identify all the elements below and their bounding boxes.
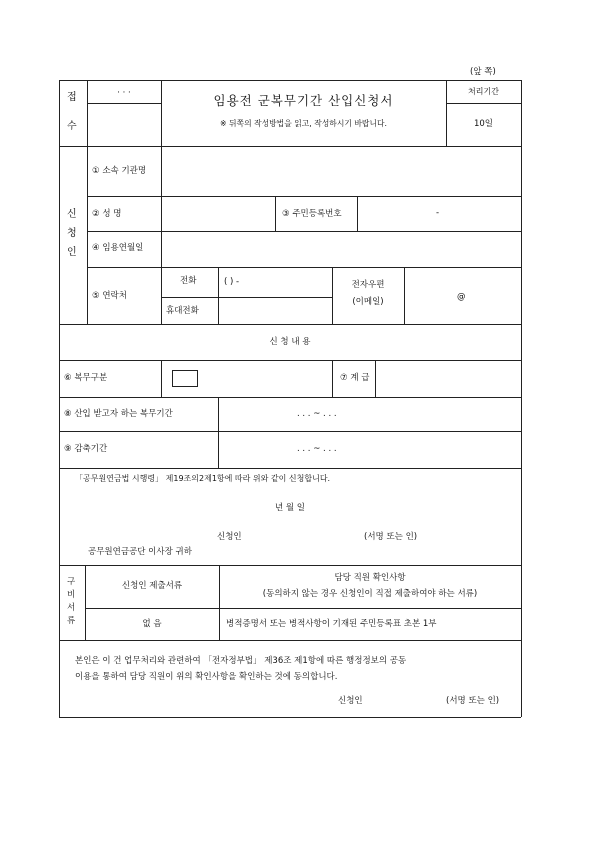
consent-applicant-field[interactable] — [372, 691, 442, 707]
declaration-applicant-label: 신청인 — [217, 532, 242, 542]
mobile-field[interactable] — [219, 298, 331, 323]
appointment-date-label: ④ 임용연월일 — [92, 243, 144, 253]
rrn-field[interactable] — [358, 197, 520, 230]
rrn-dash: - — [436, 208, 440, 218]
confirm-header-note: (동의하지 않는 경우 신청인이 직접 제출하여야 하는 서류) — [262, 589, 478, 599]
reduced-period-value: . . . ~ . . . — [297, 444, 337, 454]
declaration-text: 「공무원연금법 시행령」 제19조의2제1항에 따라 위와 같이 신청합니다. — [75, 474, 331, 483]
submit-docs-value: 없 음 — [142, 619, 162, 629]
receipt-date: · · · — [117, 88, 131, 98]
service-period-value: . . . ~ . . . — [297, 409, 337, 419]
form-title: 임용전 군복무기간 산입신청서 — [213, 93, 394, 108]
consent-line-1: 본인은 이 건 업무처리와 관련하여 「전자정부법」 제36조 제1항에 따른 행정정보의 공동 — [75, 656, 407, 666]
rrn-label: ③ 주민등록번호 — [282, 209, 342, 219]
email-label-sub: (이메일) — [352, 297, 384, 307]
service-period-label: ⑧ 산입 받고자 하는 복무기간 — [64, 409, 173, 419]
form-subtitle: ※ 뒤쪽의 작성방법을 읽고, 작성하시기 바랍니다. — [220, 119, 387, 128]
page-side-note: (앞 쪽) — [470, 67, 496, 77]
phone-label: 전화 — [180, 276, 197, 286]
service-type-label: ⑥ 복무구분 — [64, 373, 108, 383]
declaration-applicant-field[interactable] — [252, 526, 357, 544]
request-section-title: 신 청 내 용 — [269, 337, 311, 347]
declaration-sign-label: (서명 또는 인) — [364, 532, 418, 542]
processing-period-label: 처리기간 — [468, 87, 499, 96]
consent-sign-label: (서명 또는 인) — [446, 696, 500, 706]
reduced-period-field[interactable] — [219, 432, 520, 467]
processing-period-value: 10일 — [473, 119, 494, 129]
rank-label: ⑦ 계 급 — [340, 373, 370, 383]
service-period-field[interactable] — [219, 398, 520, 430]
name-label: ② 성 명 — [92, 209, 122, 219]
phone-value: ( ) - — [224, 277, 240, 287]
confirm-header: 담당 직원 확인사항 — [334, 573, 406, 583]
service-type-input[interactable] — [172, 370, 198, 387]
contact-label: ⑤ 연락처 — [92, 291, 127, 301]
submit-docs-header: 신청인 제출서류 — [121, 581, 183, 591]
consent-line-2: 이용을 통하여 담당 직원이 위의 확인사항을 확인하는 것에 동의합니다. — [75, 672, 338, 682]
reduced-period-label: ⑨ 감축기간 — [64, 444, 108, 454]
email-label: 전자우편 — [351, 280, 385, 290]
email-at-sign: @ — [457, 292, 466, 302]
agency-label: ① 소속 기관명 — [92, 166, 147, 176]
email-field[interactable] — [405, 268, 520, 323]
appointment-date-field[interactable] — [162, 232, 520, 266]
consent-applicant-label: 신청인 — [338, 696, 363, 706]
rank-field[interactable] — [376, 361, 520, 396]
confirm-value: 병적증명서 또는 병적사항이 기재된 주민등록표 초본 1부 — [226, 619, 437, 629]
declaration-date: 년 월 일 — [274, 503, 306, 513]
addressee: 공무원연금공단 이사장 귀하 — [88, 547, 192, 557]
agency-field[interactable] — [162, 147, 520, 195]
name-field[interactable] — [162, 197, 274, 230]
mobile-label: 휴대전화 — [166, 306, 199, 316]
phone-field[interactable] — [219, 268, 331, 296]
